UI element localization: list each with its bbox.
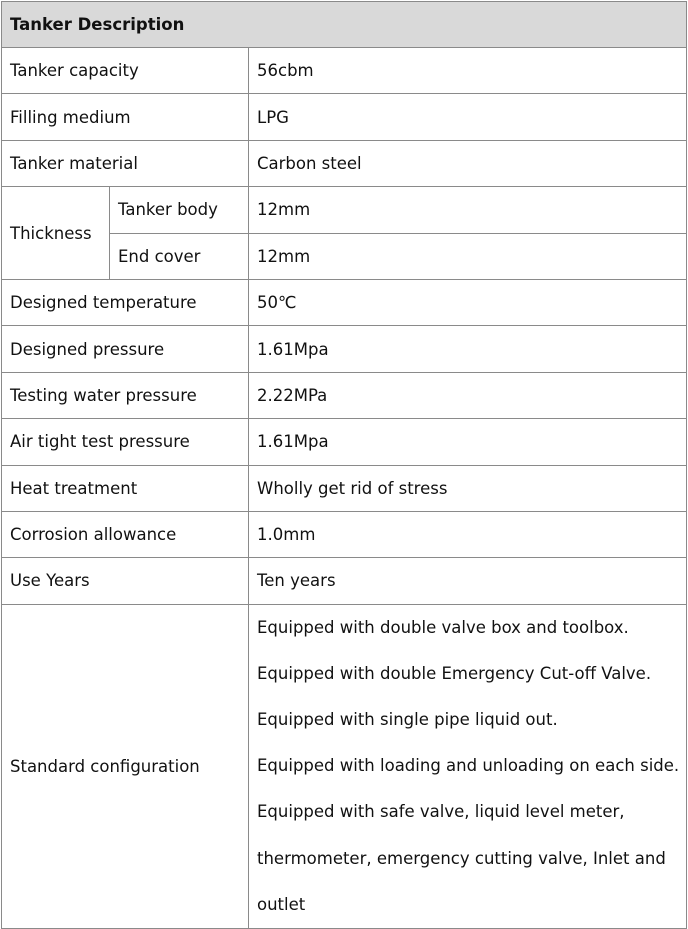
table-row	[2, 372, 687, 418]
row-label: Tanker capacity	[2, 48, 249, 94]
table-header-row	[2, 2, 687, 48]
row-label: Air tight test pressure	[2, 419, 249, 465]
table-title: Tanker Description	[2, 2, 687, 48]
sub-label: Tanker body	[110, 187, 249, 233]
thickness-label: Thickness	[2, 187, 110, 280]
row-label: Filling medium	[2, 94, 249, 140]
table-row	[2, 279, 687, 325]
row-label: Use Years	[2, 558, 249, 604]
table-row	[2, 140, 687, 186]
config-value	[249, 604, 687, 928]
table-row-standard-configuration	[2, 604, 687, 928]
row-value: 12mm	[249, 187, 687, 233]
row-value: 2.22MPa	[249, 372, 687, 418]
table-row	[2, 326, 687, 372]
config-line: thermometer, emergency cutting valve, Inlet and	[257, 848, 666, 868]
config-line: Equipped with single pipe liquid out.	[257, 710, 558, 730]
row-value: 1.61Mpa	[249, 326, 687, 372]
row-value: 12mm	[249, 233, 687, 279]
row-label: Designed temperature	[2, 279, 249, 325]
row-label: Testing water pressure	[2, 372, 249, 418]
row-value: Carbon steel	[249, 140, 687, 186]
config-line: Equipped with double Emergency Cut-off Valve.	[257, 663, 652, 683]
table-row-thickness-body	[2, 187, 687, 233]
row-value: 50℃	[249, 279, 687, 325]
config-line: Equipped with double valve box and toolbox.	[257, 617, 629, 637]
config-line: Equipped with loading and unloading on each side.	[257, 756, 680, 776]
config-line: Equipped with safe valve, liquid level meter,	[257, 802, 625, 822]
row-value: 1.61Mpa	[249, 419, 687, 465]
sub-label: End cover	[110, 233, 249, 279]
row-label: Heat treatment	[2, 465, 249, 511]
row-label: Standard configuration	[2, 604, 249, 928]
row-value: Wholly get rid of stress	[249, 465, 687, 511]
row-value: 1.0mm	[249, 511, 687, 557]
table-row	[2, 465, 687, 511]
row-label: Designed pressure	[2, 326, 249, 372]
tanker-spec-table	[1, 1, 687, 929]
table-row	[2, 511, 687, 557]
row-label: Corrosion allowance	[2, 511, 249, 557]
row-value: 56cbm	[249, 48, 687, 94]
table-row	[2, 94, 687, 140]
table-row	[2, 419, 687, 465]
table-row	[2, 48, 687, 94]
config-line: outlet	[257, 894, 306, 914]
table-row	[2, 558, 687, 604]
row-label: Tanker material	[2, 140, 249, 186]
row-value: LPG	[249, 94, 687, 140]
row-value: Ten years	[249, 558, 687, 604]
